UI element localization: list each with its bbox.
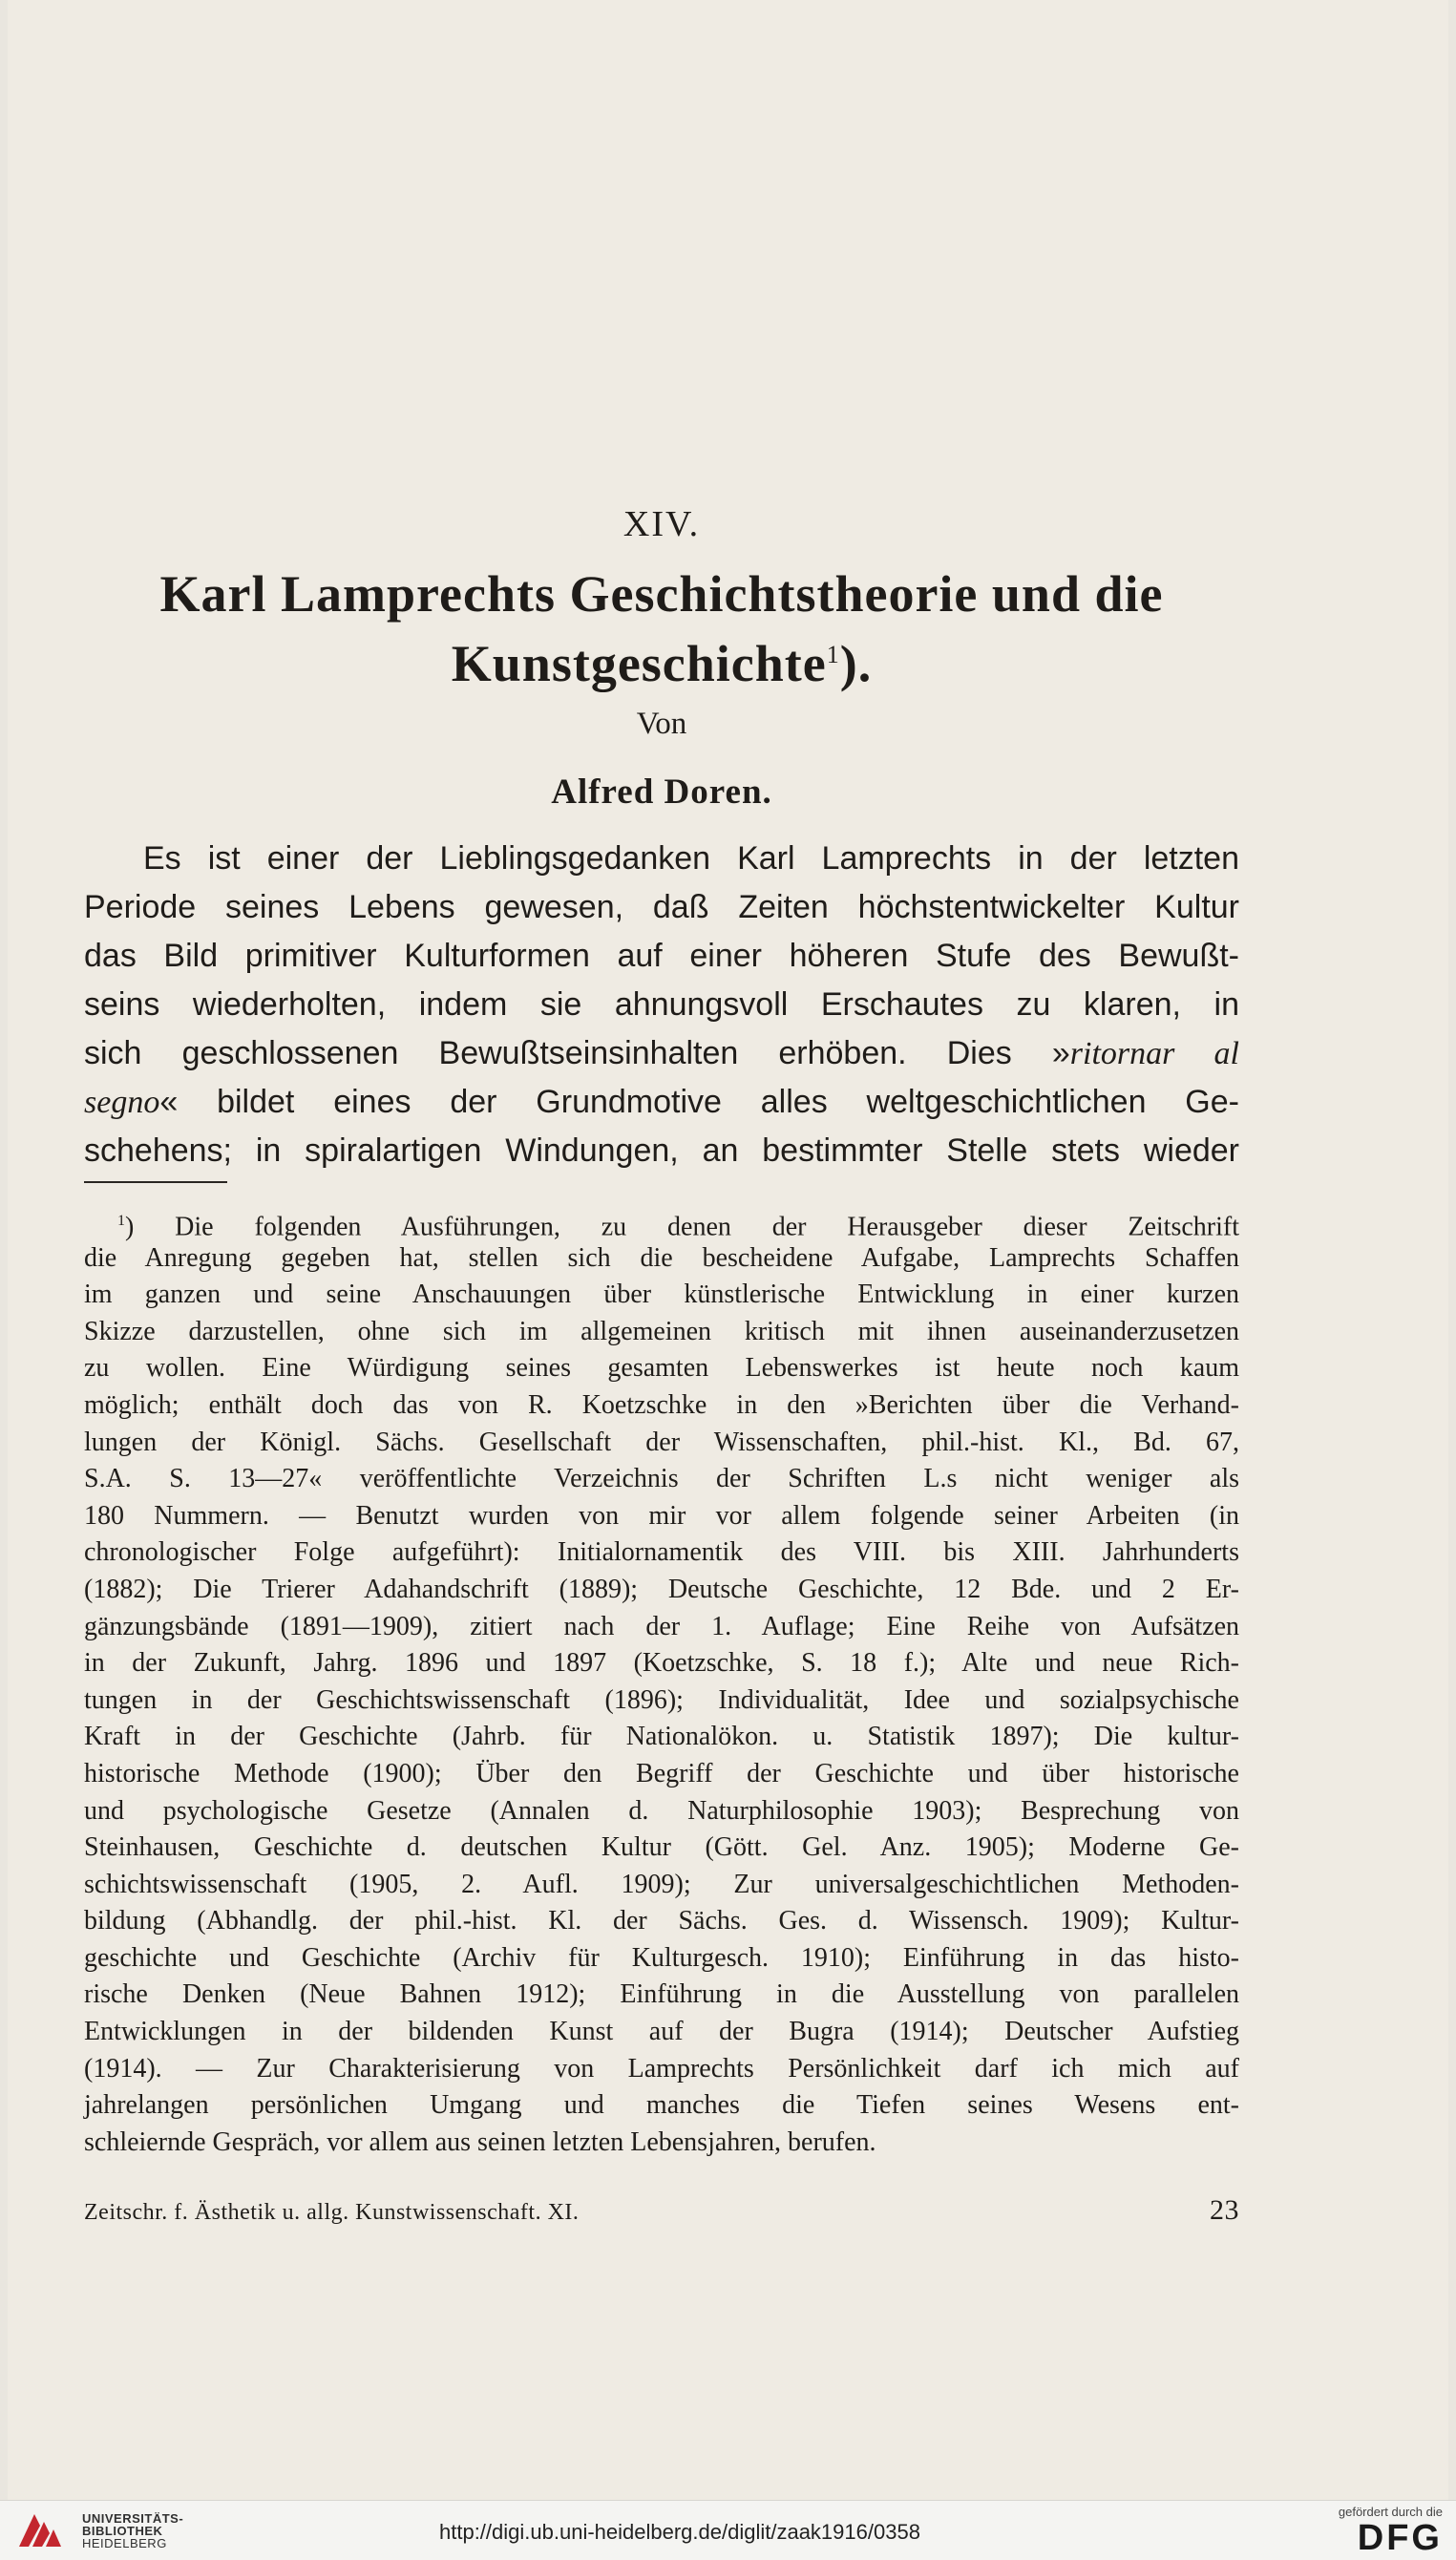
footnote-line: schleiernde Gespräch, vor allem aus seinen letzten Lebensjahren, berufen. <box>84 2126 876 2157</box>
footnote-line: historische Methode (1900); Über den Begriff der Geschichte und über historische <box>84 1758 1239 1788</box>
footnote-mark: 1 <box>117 1213 125 1229</box>
footnote-line: schichtswissenschaft (1905, 2. Aufl. 1909); Zur universalgeschichtlichen Methoden- <box>84 1869 1239 1899</box>
sponsor-text: gefördert durch die <box>1338 2505 1443 2519</box>
body-line <box>84 1029 1239 1078</box>
footnote-line: (1882); Die Trierer Adahandschrift (1889); Deutsche Geschichte, 12 Bde. und 2 Er- <box>84 1574 1239 1604</box>
body-line-text: sich geschlossenen Bewußtseinsinhalten erhöben. Dies » <box>84 1035 1070 1071</box>
article-title <box>84 563 1239 694</box>
footnote-text: ) Die folgenden Ausführungen, zu denen der Herausgeber dieser Zeitschrift <box>125 1212 1239 1242</box>
body-paragraph <box>84 835 1239 1175</box>
dfg-logo: DFG <box>1357 2518 1443 2558</box>
footnote-line: S.A. S. 13—27« veröffentlichte Verzeichnis der Schriften L.s nicht weniger als <box>84 1464 1239 1494</box>
viewer-bottom-bar <box>0 2500 1456 2560</box>
footnote-line: und psychologische Gesetze (Annalen d. Naturphilosophie 1903); Besprechung von <box>84 1795 1239 1826</box>
footnote-line: im ganzen und seine Anschauungen über künstlerische Entwicklung in einer kurzen <box>84 1280 1239 1310</box>
author-name: Alfred Doren. <box>551 772 772 812</box>
library-name-line: HEIDELBERG <box>82 2536 167 2550</box>
title-line-2: Kunstgeschichte <box>451 635 827 692</box>
footnote-line: bildung (Abhandlg. der phil.-hist. Kl. der Sächs. Ges. d. Wissensch. 1909); Kultur- <box>84 1906 1239 1936</box>
footnote <box>84 1203 1239 2161</box>
footnote-line: Kraft in der Geschichte (Jahrb. für Nationalökon. u. Statistik 1897); Die kultur- <box>84 1722 1239 1752</box>
footnote-line: die Anregung gegeben hat, stellen sich die bescheidene Aufgabe, Lamprechts Schaffen <box>84 1242 1239 1273</box>
chapter-numeral: XIV. <box>622 504 701 544</box>
title-close: ). <box>839 635 873 692</box>
university-library-logo-icon[interactable] <box>15 2508 65 2552</box>
footnote-line: geschichte und Geschichte (Archiv für Kulturgesch. 1910); Einführung in das histo- <box>84 1942 1239 1973</box>
italic-phrase: ritornar al <box>1069 1036 1239 1071</box>
body-line: Periode seines Lebens gewesen, daß Zeiten höchstentwickelter Kultur <box>84 889 1239 925</box>
footnote-line <box>84 1203 1239 1240</box>
body-line: seins wiederholten, indem sie ahnungsvoll Erschautes zu klaren, in <box>84 986 1239 1023</box>
footnote-line: in der Zukunft, Jahrg. 1896 und 1897 (Koetzschke, S. 18 f.); Alte und neue Rich- <box>84 1648 1239 1679</box>
body-line: Es ist einer der Lieblingsgedanken Karl Lamprechts in der letzten <box>143 840 1239 877</box>
page-footer <box>84 2194 1239 2227</box>
permalink-url[interactable]: http://digi.ub.uni-heidelberg.de/diglit/zaak1916/0358 <box>439 2520 920 2544</box>
footnote-line: lungen der Königl. Sächs. Gesellschaft der Wissenschaften, phil.-hist. Kl., Bd. 67, <box>84 1427 1239 1457</box>
body-line <box>84 1078 1239 1127</box>
footnote-divider <box>84 1181 227 1183</box>
journal-citation: Zeitschr. f. Ästhetik u. allg. Kunstwissenschaft. XI. <box>84 2200 580 2225</box>
italic-phrase: segno <box>84 1085 160 1120</box>
page-number: 23 <box>1210 2194 1239 2226</box>
footnote-line: rische Denken (Neue Bahnen 1912); Einführung in die Ausstellung von parallelen <box>84 1979 1239 2010</box>
footnote-line: Skizze darzustellen, ohne sich im allgemeinen kritisch mit ihnen auseinanderzusetzen <box>84 1316 1239 1346</box>
body-line: schehens; in spiralartigen Windungen, an bestimmter Stelle stets wieder <box>84 1132 1239 1169</box>
footnote-line: (1914). — Zur Charakterisierung von Lamprechts Persönlichkeit darf ich mich auf <box>84 2053 1239 2084</box>
title-line-1: Karl Lamprechts Geschichtstheorie und die <box>159 565 1164 623</box>
footnote-line: möglich; enthält doch das von R. Koetzschke in den »Berichten über die Verhand- <box>84 1389 1239 1420</box>
footnote-line: jahrelangen persönlichen Umgang und manches die Tiefen seines Wesens ent- <box>84 2090 1239 2121</box>
library-name-line: UNIVERSITÄTS- <box>82 2511 184 2526</box>
body-line: das Bild primitiver Kulturformen auf einer höheren Stufe des Bewußt- <box>84 938 1239 974</box>
library-name[interactable] <box>82 2512 183 2549</box>
footnote-line: zu wollen. Eine Würdigung seines gesamten Lebenswerkes ist heute noch kaum <box>84 1353 1239 1384</box>
sponsor-block[interactable] <box>1299 2505 1443 2557</box>
footnote-line: Steinhausen, Geschichte d. deutschen Kultur (Gött. Gel. Anz. 1905); Moderne Ge- <box>84 1832 1239 1863</box>
body-line-text: « bildet eines der Grundmotive alles weltgeschichtlichen Ge- <box>159 1084 1239 1120</box>
footnote-line: chronologischer Folge aufgeführt): Initialornamentik des VIII. bis XIII. Jahrhunderts <box>84 1537 1239 1568</box>
footnote-line: Entwicklungen in der bildenden Kunst auf der Bugra (1914); Deutscher Aufstieg <box>84 2017 1239 2047</box>
byline-von: Von <box>636 707 687 741</box>
title-footnote-mark: 1 <box>826 641 840 668</box>
library-name-line: BIBLIOTHEK <box>82 2524 163 2538</box>
footnote-line: tungen in der Geschichtswissenschaft (1896); Individualität, Idee und sozialpsychische <box>84 1684 1239 1715</box>
scanned-page <box>8 0 1448 2500</box>
footnote-line: gänzungsbände (1891—1909), zitiert nach der 1. Auflage; Eine Reihe von Aufsätzen <box>84 1611 1239 1641</box>
footnote-line: 180 Nummern. — Benutzt wurden von mir vor allem folgende seiner Arbeiten (in <box>84 1500 1239 1531</box>
